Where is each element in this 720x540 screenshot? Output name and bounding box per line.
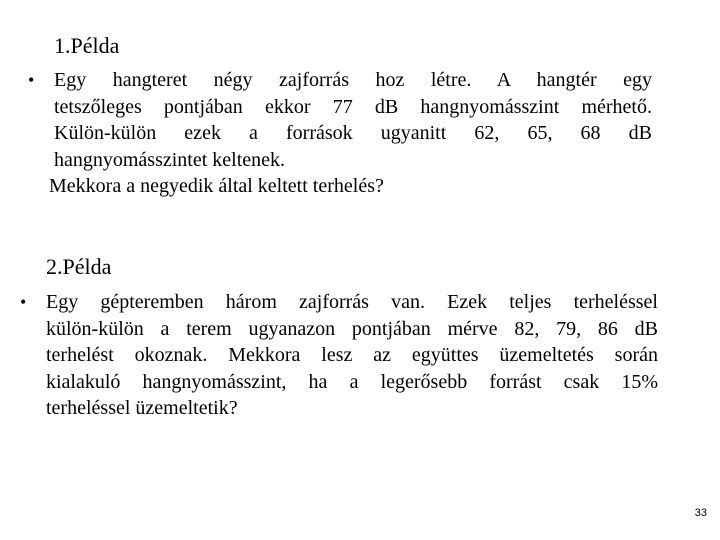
- example-2-heading: 2.Példa: [46, 254, 112, 279]
- example-2-line-1: Egy gépteremben három zajforrás van. Ezek teljes terheléssel: [46, 291, 658, 313]
- example-2-line-2: külön-külön a terem ugyanazon pontjában mérve 82, 79, 86 dB: [46, 317, 658, 340]
- example-1-heading: 1.Példa: [54, 33, 120, 58]
- bullet-1: •: [28, 70, 35, 90]
- example-1-line-4: hangnyomásszintet keltenek.: [54, 148, 286, 171]
- bullet-2: •: [20, 292, 27, 312]
- example-2-line-4: kialakuló hangnyomásszint, ha a legerősebb forrást csak 15%: [46, 370, 658, 393]
- example-1-question: Mekkora a negyedik által keltett terhelés?: [49, 175, 384, 197]
- example-2-text: [46, 289, 658, 422]
- example-1-line-1: Egy hangteret négy zajforrás hoz létre. A hangtér egy: [54, 69, 652, 91]
- example-1-line-2: tetszőleges pontjában ekkor 77 dB hangnyomásszint mérhető.: [54, 95, 652, 118]
- example-1-text: [54, 67, 652, 173]
- example-2-line-5: terheléssel üzemeltetik?: [46, 397, 238, 419]
- page-number: 33: [694, 507, 707, 519]
- example-2-line-3: terhelést okoznak. Mekkora lesz az együttes üzemeltetés során: [46, 344, 658, 366]
- example-1-line-3: Külön-külön ezek a források ugyanitt 62, 65, 68 dB: [54, 122, 652, 144]
